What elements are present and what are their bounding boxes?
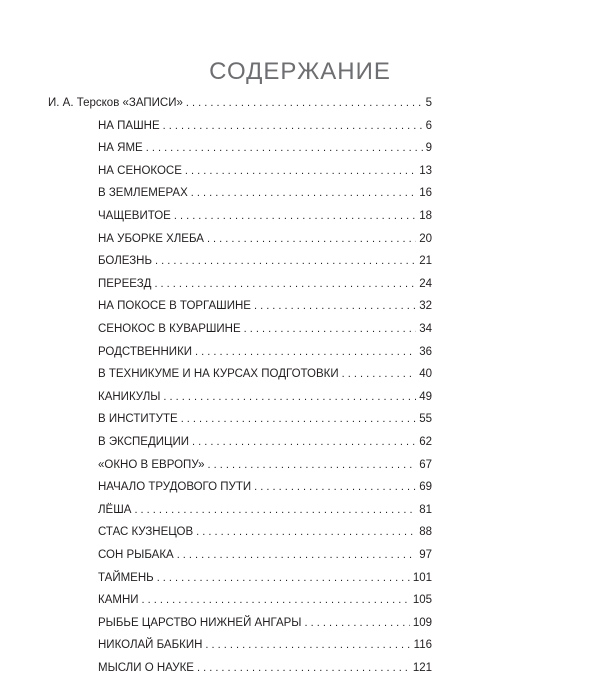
toc-entry-title: НА ЯМЕ — [98, 142, 143, 155]
toc-entry[interactable] — [98, 345, 432, 359]
toc-entry-page-number: 16 — [419, 187, 432, 200]
toc-entry[interactable] — [98, 209, 432, 223]
toc-entry-title: И. А. Терсков «ЗАПИСИ» — [48, 97, 183, 109]
toc-entry-title: В ЭКСПЕДИЦИИ — [98, 436, 190, 448]
toc-entry-title: КАНИКУЛЫ — [98, 390, 161, 403]
toc-entry-page-number: 13 — [419, 164, 432, 177]
dot-leader — [177, 548, 417, 562]
toc-entry-title: НИКОЛАЙ БАБКИН — [98, 639, 203, 652]
toc-entry[interactable] — [98, 390, 432, 404]
toc-entry-title: ПЕРЕЕЗД — [98, 277, 152, 290]
toc-entry[interactable] — [98, 186, 432, 200]
dot-leader — [154, 277, 416, 291]
toc-entry-page-number: 55 — [419, 413, 432, 426]
toc-entry-page-number: 40 — [419, 368, 432, 381]
dot-leader — [305, 616, 410, 630]
toc-entry-page-number: 18 — [419, 210, 432, 222]
toc-entry-page-number: 67 — [419, 458, 432, 471]
toc-entry[interactable] — [98, 299, 432, 313]
toc-entry[interactable] — [98, 141, 432, 155]
toc-entry-page-number: 34 — [419, 323, 432, 335]
page-title: СОДЕРЖАНИЕ — [209, 58, 391, 85]
toc-entry-page-number: 24 — [419, 277, 432, 290]
toc-entry-page-number: 116 — [413, 639, 432, 652]
dot-leader — [207, 232, 416, 246]
toc-entry-title: НА ПОКОСЕ В ТОРГАШИНЕ — [98, 300, 251, 313]
dot-leader — [195, 345, 416, 359]
toc-entry[interactable] — [98, 661, 432, 675]
dot-leader — [163, 119, 423, 133]
toc-entry-page-number: 62 — [419, 436, 432, 448]
dot-leader — [186, 96, 423, 110]
toc-entry-title: «ОКНО В ЕВРОПУ» — [98, 458, 205, 471]
toc-entry-page-number: 81 — [419, 503, 432, 516]
toc-entry-page-number: 105 — [412, 594, 432, 607]
toc-entry[interactable] — [98, 525, 432, 539]
dot-leader — [342, 367, 417, 381]
toc-entry[interactable] — [98, 548, 432, 562]
toc-entry-page-number: 9 — [425, 142, 432, 155]
toc-entry[interactable] — [98, 277, 432, 291]
toc-entry-title: НАЧАЛО ТРУДОВОГО ПУТИ — [98, 481, 252, 494]
dot-leader — [185, 164, 416, 178]
toc-entry[interactable] — [98, 367, 432, 381]
toc-entry[interactable] — [98, 616, 432, 630]
dot-leader — [197, 661, 410, 675]
toc-entry-page-number: 97 — [419, 549, 432, 561]
toc-entry-title: БОЛЕЗНЬ — [98, 255, 152, 268]
dot-leader — [208, 458, 417, 472]
toc-entry[interactable] — [98, 458, 432, 472]
toc-entry-title: СТАС КУЗНЕЦОВ — [98, 526, 194, 539]
toc-entry-title: СЕНОКОС В КУВАРШИНЕ — [98, 323, 241, 335]
toc-entry[interactable] — [98, 503, 432, 517]
toc-entry-title: ЧАЩЕВИТОЕ — [98, 210, 171, 222]
toc-entry-author[interactable] — [48, 96, 432, 110]
dot-leader — [181, 412, 417, 426]
toc-entry-title: ЛЁША — [98, 503, 132, 516]
toc-entry[interactable] — [98, 571, 432, 585]
dot-leader — [146, 141, 423, 155]
dot-leader — [244, 322, 417, 336]
dot-leader — [205, 638, 410, 652]
dot-leader — [157, 571, 410, 585]
toc-entry-title: РОДСТВЕННИКИ — [98, 345, 193, 358]
toc-entry-page-number: 20 — [419, 232, 432, 245]
toc-entry[interactable] — [98, 593, 432, 607]
toc-entry-page-number: 6 — [425, 119, 432, 132]
toc-entry-page-number: 121 — [412, 662, 432, 674]
toc-entry-title: НА ПАШНЕ — [98, 119, 160, 132]
dot-leader — [174, 209, 416, 223]
toc-entry-title: В ТЕХНИКУМЕ И НА КУРСАХ ПОДГОТОВКИ — [98, 368, 339, 381]
toc-entry[interactable] — [98, 232, 432, 246]
toc-entry[interactable] — [98, 164, 432, 178]
dot-leader — [192, 435, 416, 449]
toc-entry[interactable] — [98, 435, 432, 449]
toc-entry-title: СОН РЫБАКА — [98, 549, 174, 561]
dot-leader — [163, 390, 416, 404]
toc-entry-page-number: 21 — [419, 255, 432, 268]
toc-entry[interactable] — [98, 119, 432, 133]
toc-entry[interactable] — [98, 480, 432, 494]
dot-leader — [142, 593, 410, 607]
dot-leader — [254, 480, 416, 494]
toc-entry-page-number: 36 — [419, 345, 432, 358]
toc-entry-title: ТАЙМЕНЬ — [98, 571, 154, 584]
toc-entry-title: НА УБОРКЕ ХЛЕБА — [98, 232, 204, 245]
dot-leader — [134, 503, 416, 517]
toc-entry-page-number: 5 — [425, 97, 432, 109]
toc-entry-title: НА СЕНОКОСЕ — [98, 164, 182, 177]
toc-entry[interactable] — [98, 254, 432, 268]
toc-entry-title: В ИНСТИТУТЕ — [98, 413, 178, 426]
toc-entry[interactable] — [98, 412, 432, 426]
dot-leader — [196, 525, 416, 539]
toc-entry-title: В ЗЕМЛЕМЕРАХ — [98, 187, 188, 200]
dot-leader — [155, 254, 416, 268]
dot-leader — [191, 186, 416, 200]
toc-entry-page-number: 49 — [419, 390, 432, 403]
toc-entry-title: РЫБЬЕ ЦАРСТВО НИЖНЕЙ АНГАРЫ — [98, 616, 302, 629]
toc-entry-title: МЫСЛИ О НАУКЕ — [98, 662, 194, 674]
toc-entry-page-number: 88 — [419, 526, 432, 539]
toc-entry-page-number: 101 — [412, 571, 432, 584]
toc-entry-title: КАМНИ — [98, 594, 139, 607]
toc-entry-page-number: 109 — [412, 616, 432, 629]
dot-leader — [254, 299, 416, 313]
toc-entry[interactable] — [98, 638, 432, 652]
toc-entry-page-number: 32 — [419, 300, 432, 313]
toc-entry[interactable] — [98, 322, 432, 336]
toc-entry-page-number: 69 — [419, 481, 432, 494]
